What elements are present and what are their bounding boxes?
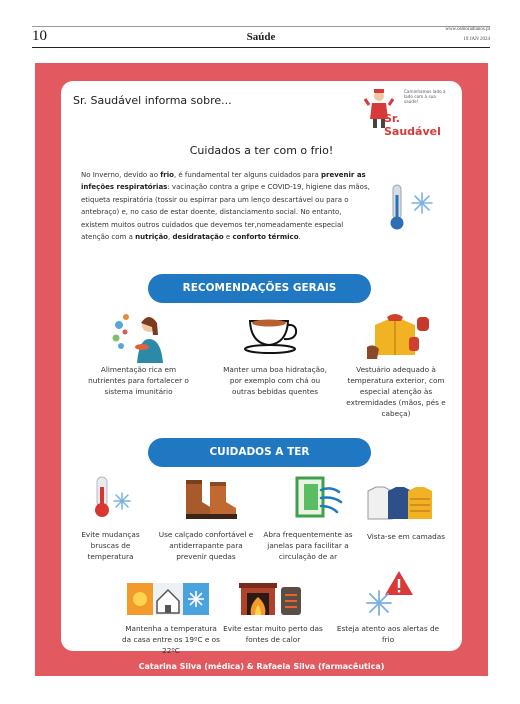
thermometer-icon [84,475,134,519]
care-tips-banner: CUIDADOS A TER [148,438,371,467]
logo-name: Sr. Saudável [384,112,441,138]
cold-thermometer-icon [381,181,441,241]
boots-icon [182,476,240,522]
care-caption-7: Esteja atento aos alertas de frio [336,624,440,644]
issue-date: 19 JAN 2024 [463,37,490,42]
authors-credit: Catarina Silva (médica) & Rafaela Silva (farmacêutica) [138,662,385,671]
winter-clothes-icon [365,313,433,361]
care-caption-2: Use calçado confortável e antiderrapante para prevenir quedas [158,530,254,561]
care-caption-4: Vista-se em camadas [366,532,446,541]
care-caption-6: Evite estar muito perto das fontes de calor [223,624,323,644]
window-air-icon [293,476,343,520]
house-temperature-icon [127,581,209,617]
general-caption-1: Alimentação rica em nutrientes para fortalecer o sistema imunitário [88,365,189,396]
page-number: 10 [32,28,47,44]
woman-eating-icon [111,313,167,363]
logo-tagline: Caminhamos lado a lado com a sua saúde! [404,89,446,104]
general-recommendations-banner: RECOMENDAÇÕES GERAIS [148,274,371,303]
section-name: Saúde [246,31,276,43]
health-poster [35,63,488,676]
intro-paragraph: No Inverno, devido ao frio, é fundamental ter alguns cuidados para prevenir as infeções respiratórias: vacinação contra a gripe e COVID-19, higiene das mãos, etiqueta respiratória (tossir ou espirrar para um lenço descartável ou para o antebraço) e, no caso de estar doente, distanciamento social. No entanto, existem muitos outros cuidados que devemos ter,nomeadamente especial atenção com a nutrição, desidratação e conforto térmico. [81,171,370,242]
layered-clothes-icon [366,485,438,521]
poster-card [61,81,462,655]
intro-heading: Sr. Saudável informa sobre... [73,94,232,107]
sr-saudavel-logo [362,87,452,138]
care-caption-5: Mantenha a temperatura da casa entre os 19ºC e os 22ºC [122,624,220,655]
care-caption-1: Evite mudanças bruscas de temperatura [81,530,140,561]
fireplace-icon [239,581,303,617]
website: www.osmoradianos.pt [445,27,490,32]
tea-cup-icon [244,315,306,355]
general-caption-3: Vestuário adequado à temperatura exterior, com especial atenção às extremidades (mãos, pés e cabeça) [346,365,446,418]
newspaper-header [32,26,490,48]
care-caption-3: Abra frequentemente as janelas para facilitar a circulação de ar [263,530,353,561]
general-caption-2: Manter uma boa hidratação, por exemplo com chá ou outras bebidas quentes [223,365,327,396]
poster-title: Cuidados a ter com o frio! [189,144,334,157]
frost-warning-icon [361,569,421,619]
